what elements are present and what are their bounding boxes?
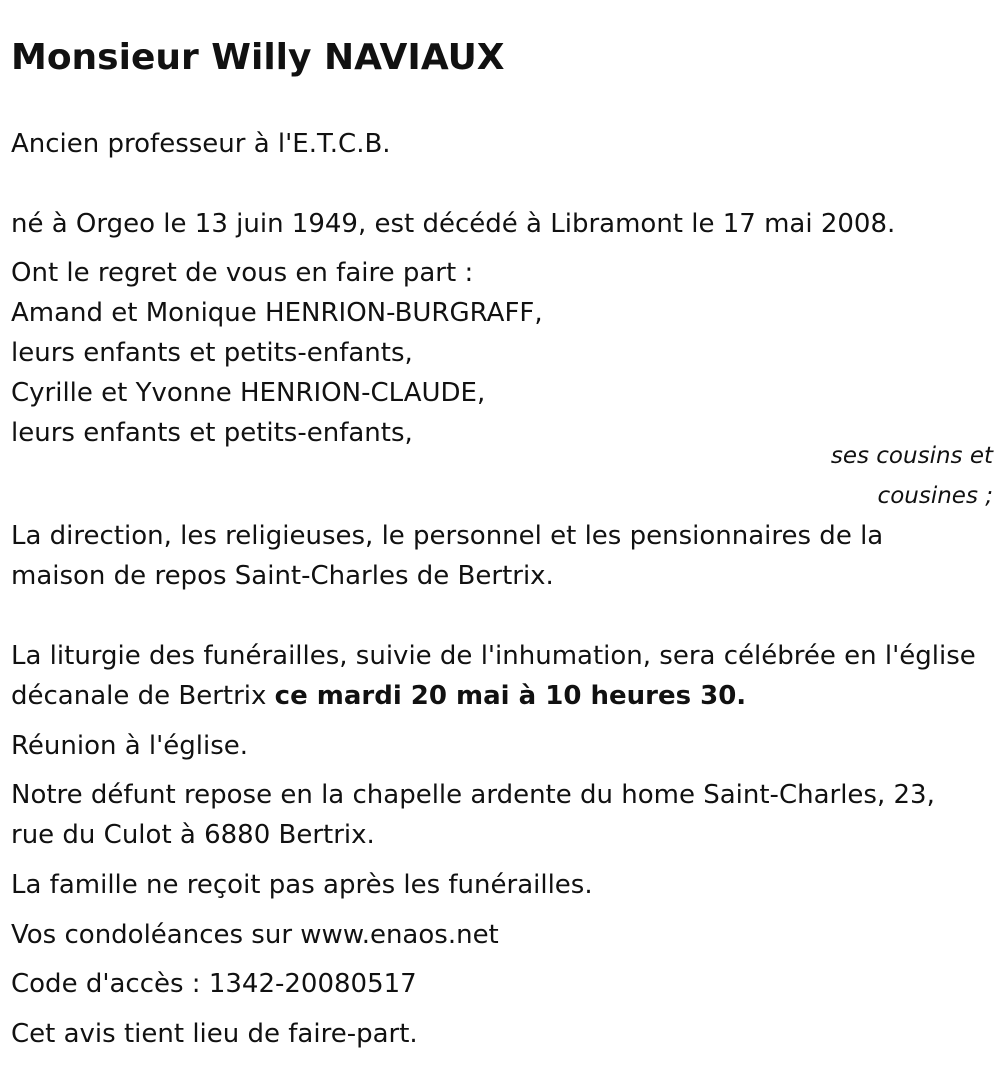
birth-death-line: né à Orgeo le 13 juin 1949, est décédé à Libramont le 17 mai 2008.: [11, 209, 896, 239]
institution-line-1: La direction, les religieuses, le personnel et les pensionnaires de la: [11, 521, 884, 551]
institution-line-2: maison de repos Saint-Charles de Bertrix.: [11, 561, 554, 591]
liturgy-line-2-text: décanale de Bertrix: [11, 681, 275, 711]
family-line-1: Amand et Monique HENRION-BURGRAFF,: [11, 298, 543, 328]
family-note-line: La famille ne reçoit pas après les funérailles.: [11, 870, 593, 900]
access-code-line: Code d'accès : 1342-20080517: [11, 969, 417, 999]
family-line-2: leurs enfants et petits-enfants,: [11, 338, 413, 368]
deceased-name-title: Monsieur Willy NAVIAUX: [11, 37, 505, 78]
regret-intro-line: Ont le regret de vous en faire part :: [11, 258, 474, 288]
liturgy-line-1: La liturgie des funérailles, suivie de l'inhumation, sera célébrée en l'église: [11, 641, 976, 671]
condolences-line: Vos condoléances sur www.enaos.net: [11, 920, 499, 950]
repose-line-2: rue du Culot à 6880 Bertrix.: [11, 820, 375, 850]
family-line-3: Cyrille et Yvonne HENRION-CLAUDE,: [11, 378, 486, 408]
cousins-line-2: cousines ;: [877, 483, 993, 509]
occupation-line: Ancien professeur à l'E.T.C.B.: [11, 129, 391, 159]
family-line-4: leurs enfants et petits-enfants,: [11, 418, 413, 448]
liturgy-line-2: [11, 678, 746, 714]
repose-line-1: Notre défunt repose en la chapelle ardente du home Saint-Charles, 23,: [11, 780, 935, 810]
meeting-line: Réunion à l'église.: [11, 731, 249, 761]
closing-line: Cet avis tient lieu de faire-part.: [11, 1019, 418, 1049]
ceremony-datetime: ce mardi 20 mai à 10 heures 30.: [274, 681, 747, 711]
cousins-line-1: ses cousins et: [830, 443, 993, 469]
